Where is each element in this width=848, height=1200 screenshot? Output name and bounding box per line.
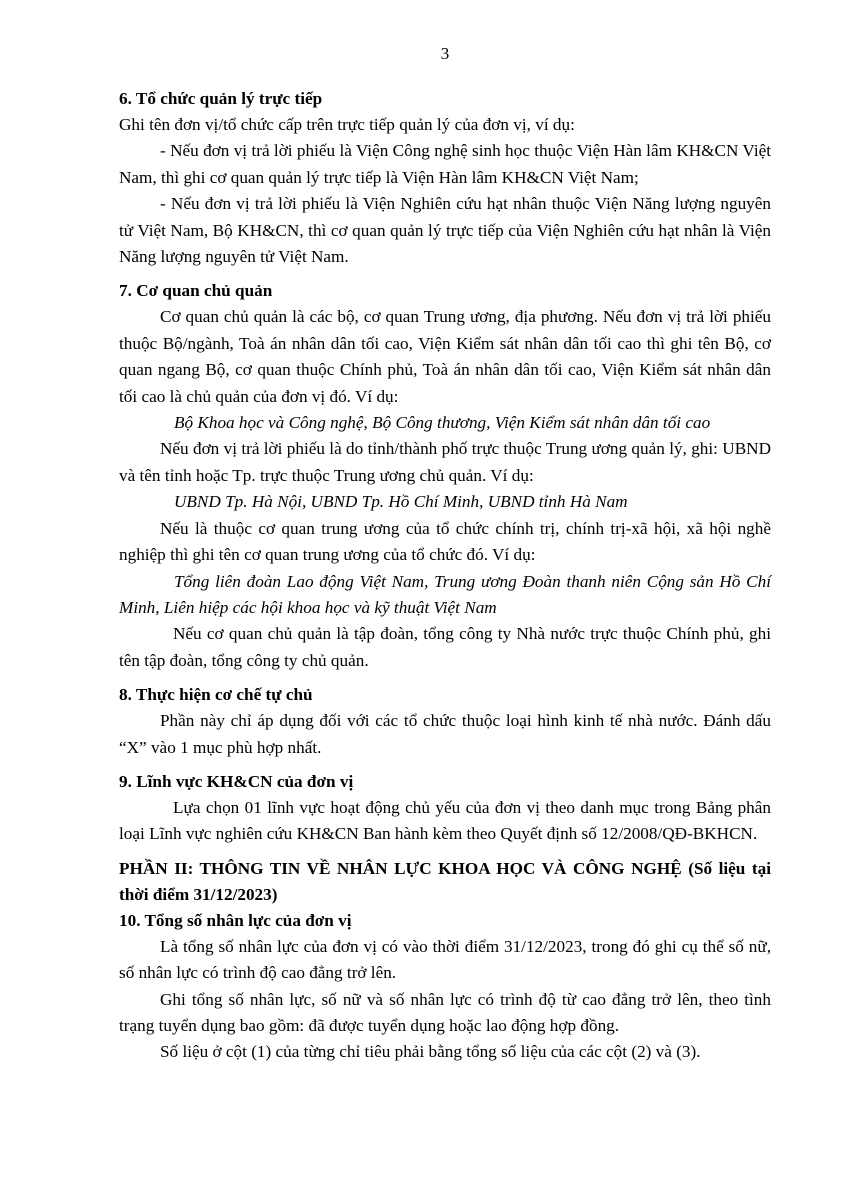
section-7-paragraph-1: Cơ quan chủ quản là các bộ, cơ quan Trung ương, địa phương. Nếu đơn vị trả lời phiếu thuộc Bộ/ngành, Toà án nhân dân tối cao, Viện Kiểm sát nhân dân tối cao thì ghi tên Bộ, cơ quan ngang Bộ, cơ quan thuộc Chính phủ, Toà án nhân dân tối cao, Viện Kiểm sát nhân dân tối cao là chủ quản của đơn vị đó. Ví dụ:	[119, 307, 771, 406]
section-9-paragraph-1: Lựa chọn 01 lĩnh vực hoạt động chủ yếu của đơn vị theo danh mục trong Bảng phân loại Lĩnh vực nghiên cứu KH&CN Ban hành kèm theo Quyết định số 12/2008/QĐ-BKHCN.	[119, 797, 771, 844]
part-2	[119, 856, 771, 908]
section-8-heading: 8. Thực hiện cơ chế tự chủ	[119, 685, 313, 705]
section-7-example-2: UBND Tp. Hà Nội, UBND Tp. Hồ Chí Minh, UBND tỉnh Hà Nam	[174, 492, 628, 512]
section-7-heading: 7. Cơ quan chủ quản	[119, 281, 273, 301]
section-7-paragraph-3: Nếu là thuộc cơ quan trung ương của tổ chức chính trị, chính trị-xã hội, xã hội nghề nghiệp thì ghi tên cơ quan trung ương của tổ chức đó. Ví dụ:	[119, 518, 771, 565]
section-7-paragraph-2: Nếu đơn vị trả lời phiếu là do tỉnh/thành phố trực thuộc Trung ương quản lý, ghi: UBND và tên tỉnh hoặc Tp. trực thuộc Trung ương chủ quản. Ví dụ:	[119, 439, 771, 485]
section-10-paragraph-2: Ghi tổng số nhân lực, số nữ và số nhân lực có trình độ từ cao đẳng trở lên, theo tình trạng tuyển dụng bao gồm: đã được tuyển dụng hoặc lao động hợp đồng.	[119, 989, 771, 1035]
section-10-paragraph-1: Là tổng số nhân lực của đơn vị có vào thời điểm 31/12/2023, trong đó ghi cụ thể số nữ, số nhân lực có trình độ cao đẳng trở lên.	[119, 936, 771, 983]
part-2-heading: PHẦN II: THÔNG TIN VỀ NHÂN LỰC KHOA HỌC VÀ CÔNG NGHỆ (Số liệu tại thời điểm 31/12/2023)	[119, 858, 771, 904]
section-7-example-1: Bộ Khoa học và Công nghệ, Bộ Công thương, Viện Kiểm sát nhân dân tối cao	[174, 413, 711, 433]
section-10-heading: 10. Tổng số nhân lực của đơn vị	[119, 910, 352, 930]
section-7	[119, 278, 771, 674]
section-6-example-1: - Nếu đơn vị trả lời phiếu là Viện Công nghệ sinh học thuộc Viện Hàn lâm KH&CN Việt Nam, thì ghi cơ quan quản lý trực tiếp là Viện Hàn lâm KH&CN Việt Nam;	[119, 141, 771, 187]
section-6-example-2: - Nếu đơn vị trả lời phiếu là Viện Nghiên cứu hạt nhân thuộc Viện Năng lượng nguyên tử Việt Nam, Bộ KH&CN, thì cơ quan quản lý trực tiếp của Viện Nghiên cứu hạt nhân là Viện Năng lượng nguyên tử Việt Nam.	[119, 194, 771, 267]
section-10	[119, 908, 771, 1066]
section-6-heading: 6. Tổ chức quản lý trực tiếp	[119, 89, 323, 108]
section-8	[119, 682, 771, 761]
section-10-paragraph-3: Số liệu ở cột (1) của từng chỉ tiêu phải bằng tổng số liệu của các cột (2) và (3).	[160, 1042, 701, 1062]
section-9	[119, 769, 771, 848]
section-8-paragraph-1: Phần này chỉ áp dụng đối với các tổ chức thuộc loại hình kinh tế nhà nước. Đánh dấu “X” vào 1 mục phù hợp nhất.	[119, 711, 771, 757]
section-7-example-3: Tổng liên đoàn Lao động Việt Nam, Trung ương Đoàn thanh niên Cộng sản Hồ Chí Minh, Liên hiệp các hội khoa học và kỹ thuật Việt Nam	[119, 571, 771, 617]
page-number: 3	[440, 44, 450, 63]
document-body	[119, 86, 771, 1066]
section-7-paragraph-4: Nếu cơ quan chủ quản là tập đoàn, tổng công ty Nhà nước trực thuộc Chính phủ, ghi tên tập đoàn, tổng công ty chủ quản.	[119, 624, 771, 670]
section-6-intro: Ghi tên đơn vị/tổ chức cấp trên trực tiếp quản lý của đơn vị, ví dụ:	[119, 115, 575, 134]
section-9-heading: 9. Lĩnh vực KH&CN của đơn vị	[119, 771, 354, 791]
section-6	[119, 86, 771, 270]
